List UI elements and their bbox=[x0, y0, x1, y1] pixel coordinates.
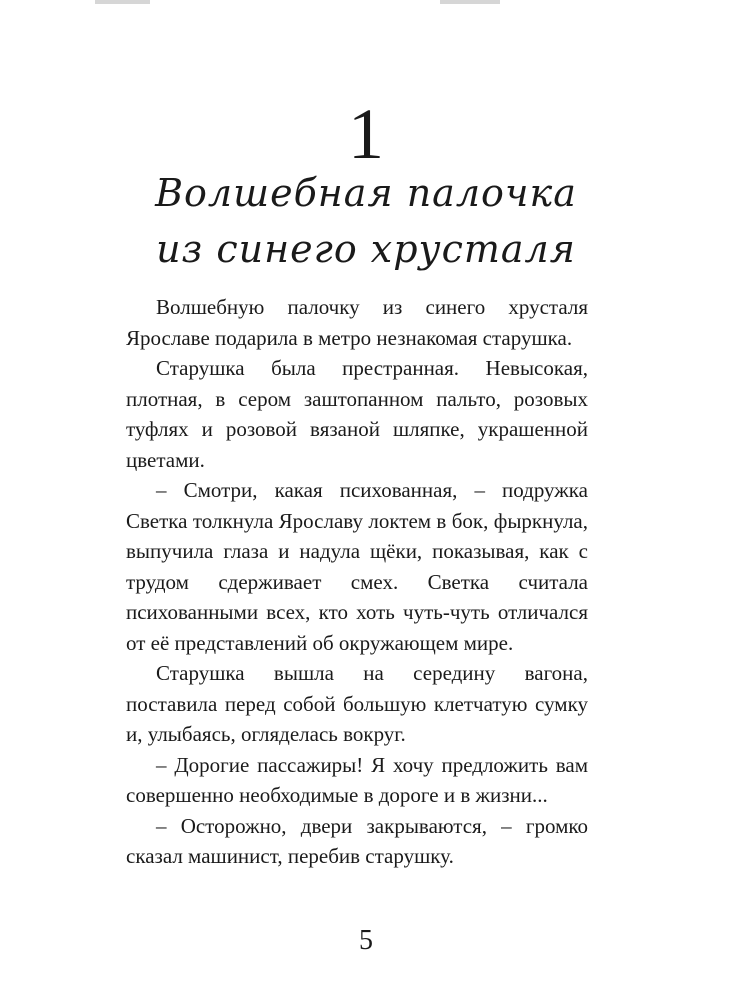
chapter-title-line: из синего хрусталя bbox=[156, 227, 576, 271]
paragraph: Волшебную палочку из синего хрусталя Ярославе подарила в метро незнакомая старушка. bbox=[126, 295, 588, 350]
chapter-body bbox=[126, 292, 588, 872]
paragraph: – Дорогие пассажиры! Я хочу предложить вам совершенно необходимые в дороге и в жизни... bbox=[126, 752, 588, 807]
paragraph: – Смотри, какая психованная, – подружка Светка толкнула Ярославу локтем в бок, фыркнула, выпучила глаза и надула щёки, показывая, как с трудом сдерживает смех. Светка считала психованными всех, кто хоть чуть-чуть отличался от её представлений об окружающем мире. bbox=[126, 478, 588, 655]
scan-edge-mark bbox=[440, 0, 500, 4]
paragraph: – Осторожно, двери закрываются, – громко сказал машинист, перебив старушку. bbox=[126, 813, 588, 868]
chapter-title-line: Волшебная палочка bbox=[155, 171, 577, 215]
page-number: 5 bbox=[359, 925, 373, 956]
scan-edge-mark bbox=[95, 0, 150, 4]
chapter-title bbox=[0, 165, 732, 277]
paragraph: Старушка вышла на середину вагона, поставила перед собой большую клетчатую сумку и, улыбаясь, огляделась вокруг. bbox=[126, 661, 588, 746]
paragraph: Старушка была престранная. Невысокая, плотная, в сером заштопанном пальто, розовых туфлях и розовой вязаной шляпке, украшенной цветами. bbox=[126, 356, 588, 472]
chapter-number: 1 bbox=[348, 94, 384, 174]
